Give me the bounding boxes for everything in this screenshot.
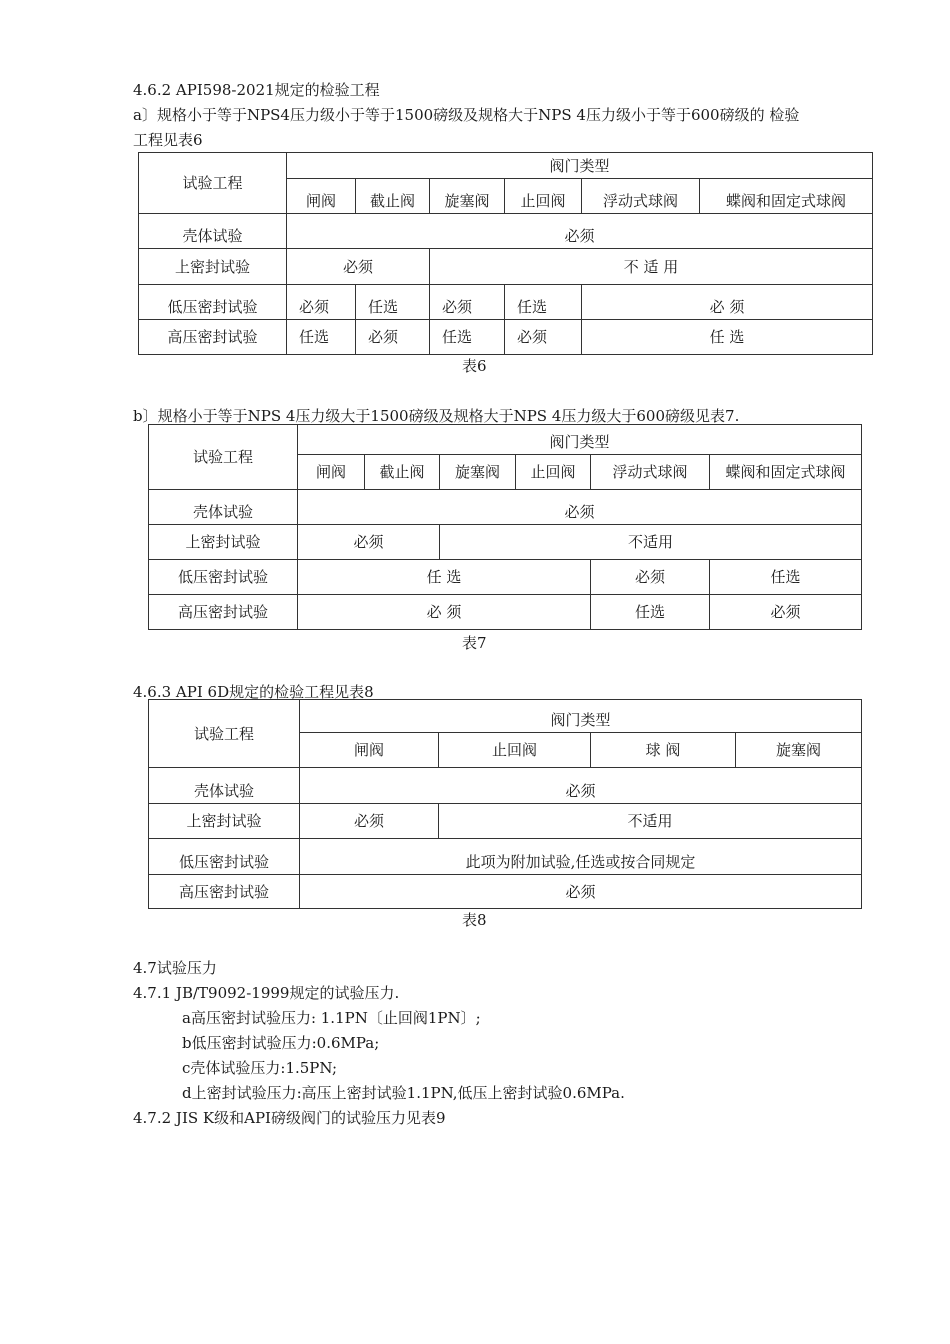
row-label: 上密封试验 [139,249,287,285]
row-header-cell: 试验工程 [139,153,287,214]
table-cell: 必须 [300,768,862,804]
table-8 [148,699,862,909]
table-cell: 必须 [298,490,862,525]
col-header: 球 阀 [591,733,736,768]
table-6-caption: 表6 [462,357,487,375]
section-heading-4-7-1: 4.7.1 JB/T9092-1999规定的试验压力. [133,984,400,1002]
col-header: 截止阀 [365,455,440,490]
row-header-cell: 试验工程 [149,425,298,490]
row-label: 壳体试验 [139,214,287,249]
table-cell: 任选 [710,560,862,595]
col-header: 止回阀 [505,179,582,214]
col-header: 闸阀 [300,733,439,768]
col-header: 旋塞阀 [430,179,505,214]
table-cell: 必须 [287,249,430,285]
list-item: c壳体试验压力:1.5PN; [182,1059,338,1077]
row-label: 上密封试验 [149,525,298,560]
paragraph-b: b〕规格小于等于NPS 4压力级大于1500磅级及规格大于NPS 4压力级大于600磅级见表7. [133,407,740,425]
table-cell: 不适用 [440,525,862,560]
table-cell: 必须 [287,214,873,249]
table-cell: 任选 [287,320,356,355]
list-item: d上密封试验压力:高压上密封试验1.1PN,低压上密封试验0.6MPa. [182,1084,625,1102]
group-header-cell: 阀门类型 [300,700,862,733]
paragraph-a-line2: 工程见表6 [133,131,203,149]
table-cell: 任选 [505,285,582,320]
table-cell: 必 须 [298,595,591,630]
row-label: 高压密封试验 [149,875,300,909]
col-header: 止回阀 [516,455,591,490]
col-header: 浮动式球阀 [591,455,710,490]
table-7-caption: 表7 [462,634,487,652]
col-header: 浮动式球阀 [582,179,700,214]
table-cell: 任选 [356,285,430,320]
list-item: b低压密封试验压力:0.6MPa; [182,1034,380,1052]
table-cell: 必 须 [582,285,873,320]
section-heading-4-7-2: 4.7.2 JIS K级和API磅级阀门的试验压力见表9 [133,1109,446,1127]
row-label: 高压密封试验 [149,595,298,630]
table-cell: 必须 [430,285,505,320]
row-label: 壳体试验 [149,490,298,525]
col-header: 闸阀 [298,455,365,490]
row-label: 壳体试验 [149,768,300,804]
table-7 [148,424,862,630]
table-cell: 必须 [356,320,430,355]
table-cell: 必须 [505,320,582,355]
table-cell: 任 选 [298,560,591,595]
row-label: 高压密封试验 [139,320,287,355]
table-cell: 不 适 用 [430,249,873,285]
row-header-cell: 试验工程 [149,700,300,768]
table-cell: 必须 [298,525,440,560]
col-header: 蝶阀和固定式球阀 [710,455,862,490]
table-cell: 必须 [591,560,710,595]
list-item: a高压密封试验压力: 1.1PN〔止回阀1PN〕; [182,1009,481,1027]
table-cell: 必须 [300,804,439,839]
paragraph-a-line1: a〕规格小于等于NPS4压力级小于等于1500磅级及规格大于NPS 4压力级小于等于600磅级的 检验 [133,106,800,124]
group-header-cell: 阀门类型 [298,425,862,455]
table-6 [138,152,873,355]
row-label: 上密封试验 [149,804,300,839]
col-header: 截止阀 [356,179,430,214]
col-header: 蝶阀和固定式球阀 [700,179,873,214]
row-label: 低压密封试验 [139,285,287,320]
col-header: 闸阀 [287,179,356,214]
table-cell: 任选 [591,595,710,630]
table-cell: 此项为附加试验,任选或按合同规定 [300,839,862,875]
table-cell: 必须 [287,285,356,320]
table-cell: 任选 [430,320,505,355]
col-header: 旋塞阀 [736,733,862,768]
table-8-caption: 表8 [462,911,487,929]
section-heading-4-6-3: 4.6.3 API 6D规定的检验工程见表8 [133,683,374,701]
table-cell: 必须 [710,595,862,630]
col-header: 止回阀 [439,733,591,768]
section-heading-4-6-2: 4.6.2 API598-2021规定的检验工程 [133,81,380,99]
section-heading-4-7: 4.7试验压力 [133,959,217,977]
table-cell: 必须 [300,875,862,909]
table-cell: 任 选 [582,320,873,355]
col-header: 旋塞阀 [440,455,516,490]
row-label: 低压密封试验 [149,560,298,595]
group-header-cell: 阀门类型 [287,153,873,179]
row-label: 低压密封试验 [149,839,300,875]
table-cell: 不适用 [439,804,862,839]
